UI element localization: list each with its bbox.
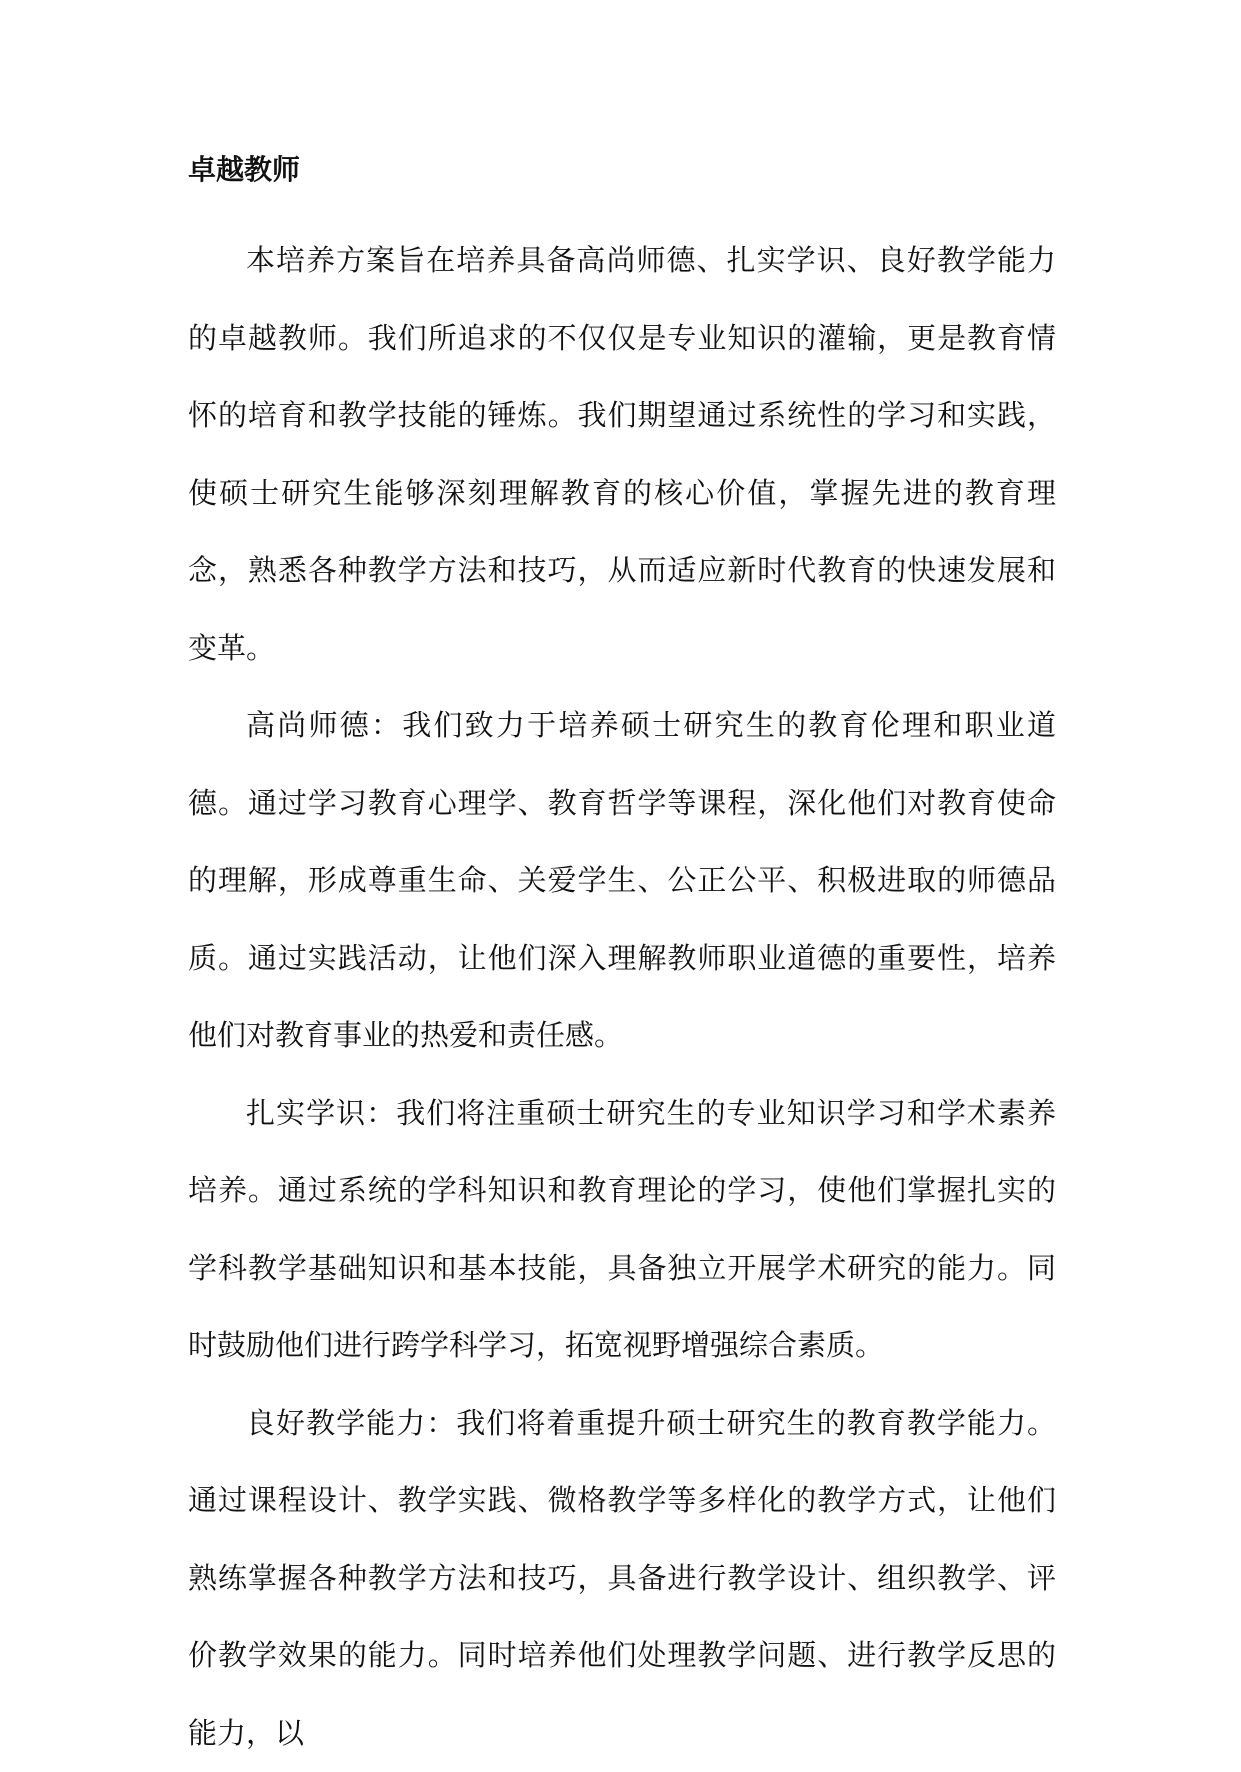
paragraph-knowledge: 扎实学识：我们将注重硕士研究生的专业知识学习和学术素养培养。通过系统的学科知识和教育理论的学习，使他们掌握扎实的学科教学基础知识和基本技能，具备独立开展学术研究的能力。同时鼓励他们进行跨学科学习，拓宽视野增强综合素质。 [188,1075,1056,1385]
paragraph-teaching-ability: 良好教学能力：我们将着重提升硕士研究生的教育教学能力。通过课程设计、教学实践、微格教学等多样化的教学方式，让他们熟练掌握各种教学方法和技巧，具备进行教学设计、组织教学、评价教学效果的能力。同时培养他们处理教学问题、进行教学反思的能力，以 [188,1385,1056,1772]
document-body [188,222,1056,1772]
paragraph-ethics: 高尚师德：我们致力于培养硕士研究生的教育伦理和职业道德。通过学习教育心理学、教育哲学等课程，深化他们对教育使命的理解，形成尊重生命、关爱学生、公正公平、积极进取的师德品质。通过实践活动，让他们深入理解教师职业道德的重要性，培养他们对教育事业的热爱和责任感。 [188,687,1056,1075]
document-title: 卓越教师 [188,150,300,190]
paragraph-intro: 本培养方案旨在培养具备高尚师德、扎实学识、良好教学能力的卓越教师。我们所追求的不仅仅是专业知识的灌输，更是教育情怀的培育和教学技能的锤炼。我们期望通过系统性的学习和实践，使硕士研究生能够深刻理解教育的核心价值，掌握先进的教育理念，熟悉各种教学方法和技巧，从而适应新时代教育的快速发展和变革。 [188,222,1056,687]
